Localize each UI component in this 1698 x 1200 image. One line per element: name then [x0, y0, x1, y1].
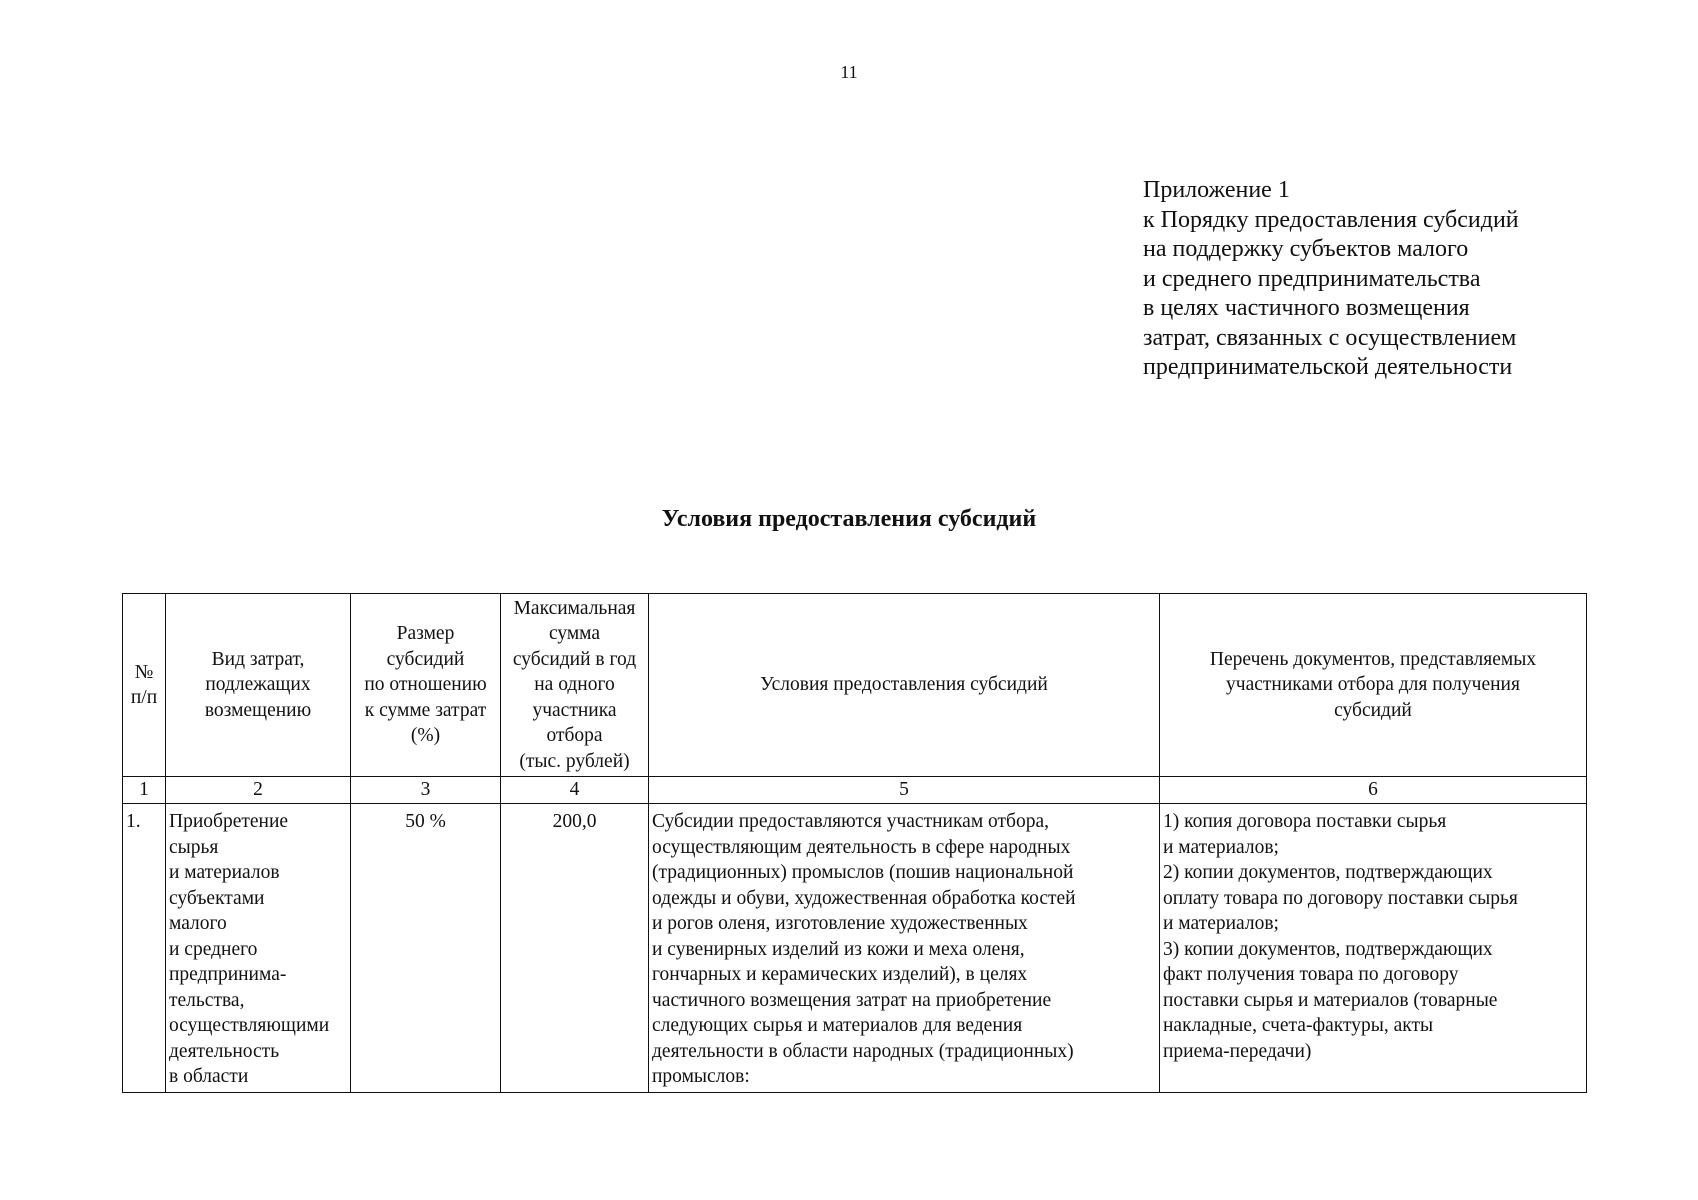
appendix-line: на поддержку субъектов малого: [1143, 236, 1469, 262]
column-number: 2: [166, 777, 351, 804]
page-number: 11: [840, 62, 858, 82]
appendix-line: Приложение 1: [1143, 177, 1290, 203]
table-row: [123, 804, 1587, 1093]
appendix-line: к Порядку предоставления субсидий: [1143, 206, 1519, 233]
cost-type-cell: Приобретение сырья и материалов субъектами малого и среднего предпринима- тельства, осуществляющими деятельность в области: [166, 804, 351, 1093]
max-amount-cell: 200,0: [501, 804, 649, 1093]
header-subsidy-share: Размер субсидий по отношению к сумме затрат (%): [351, 594, 501, 777]
table-header-row: [123, 594, 1587, 777]
header-cost-type: Вид затрат, подлежащих возмещению: [166, 594, 351, 777]
header-number: № п/п: [123, 594, 166, 777]
subsidy-conditions-table: [122, 593, 1587, 1093]
appendix-header: [1143, 176, 1663, 383]
header-max-amount: Максимальная сумма субсидий в год на одного участника отбора (тыс. рублей): [501, 594, 649, 777]
column-number: 4: [501, 777, 649, 804]
conditions-cell: Субсидии предоставляются участникам отбора, осуществляющим деятельность в сфере народных (традиционных) промыслов (пошив национальной одежды и обуви, художественная обработка костей и рогов оленя, изготовление художественных и сувенирных изделий из кожи и меха оленя, гончарных и керамических изделий), в целях частичного возмещения затрат на приобретение следующих сырья и материалов для ведения деятельности в области народных (традиционных) промыслов:: [649, 804, 1160, 1093]
document-title: Условия предоставления субсидий: [661, 506, 1037, 532]
column-number-row: [123, 777, 1587, 804]
column-number: 6: [1160, 777, 1587, 804]
appendix-line: и среднего предпринимательства: [1143, 265, 1481, 292]
column-number: 5: [649, 777, 1160, 804]
appendix-line: затрат, связанных с осуществлением: [1143, 324, 1517, 351]
row-number: 1.: [123, 804, 166, 1093]
column-number: 3: [351, 777, 501, 804]
appendix-line: предпринимательской деятельности: [1143, 354, 1513, 380]
header-conditions: Условия предоставления субсидий: [649, 594, 1160, 777]
appendix-line: в целях частичного возмещения: [1143, 295, 1470, 321]
documents-cell: 1) копия договора поставки сырья и материалов; 2) копии документов, подтверждающих оплату товара по договору поставки сырья и материалов; 3) копии документов, подтверждающих факт получения товара по договору поставки сырья и материалов (товарные накладные, счета-фактуры, акты приема-передачи): [1160, 804, 1587, 1093]
subsidy-share-cell: 50 %: [351, 804, 501, 1093]
column-number: 1: [123, 777, 166, 804]
header-documents: Перечень документов, представляемых участниками отбора для получения субсидий: [1160, 594, 1587, 777]
